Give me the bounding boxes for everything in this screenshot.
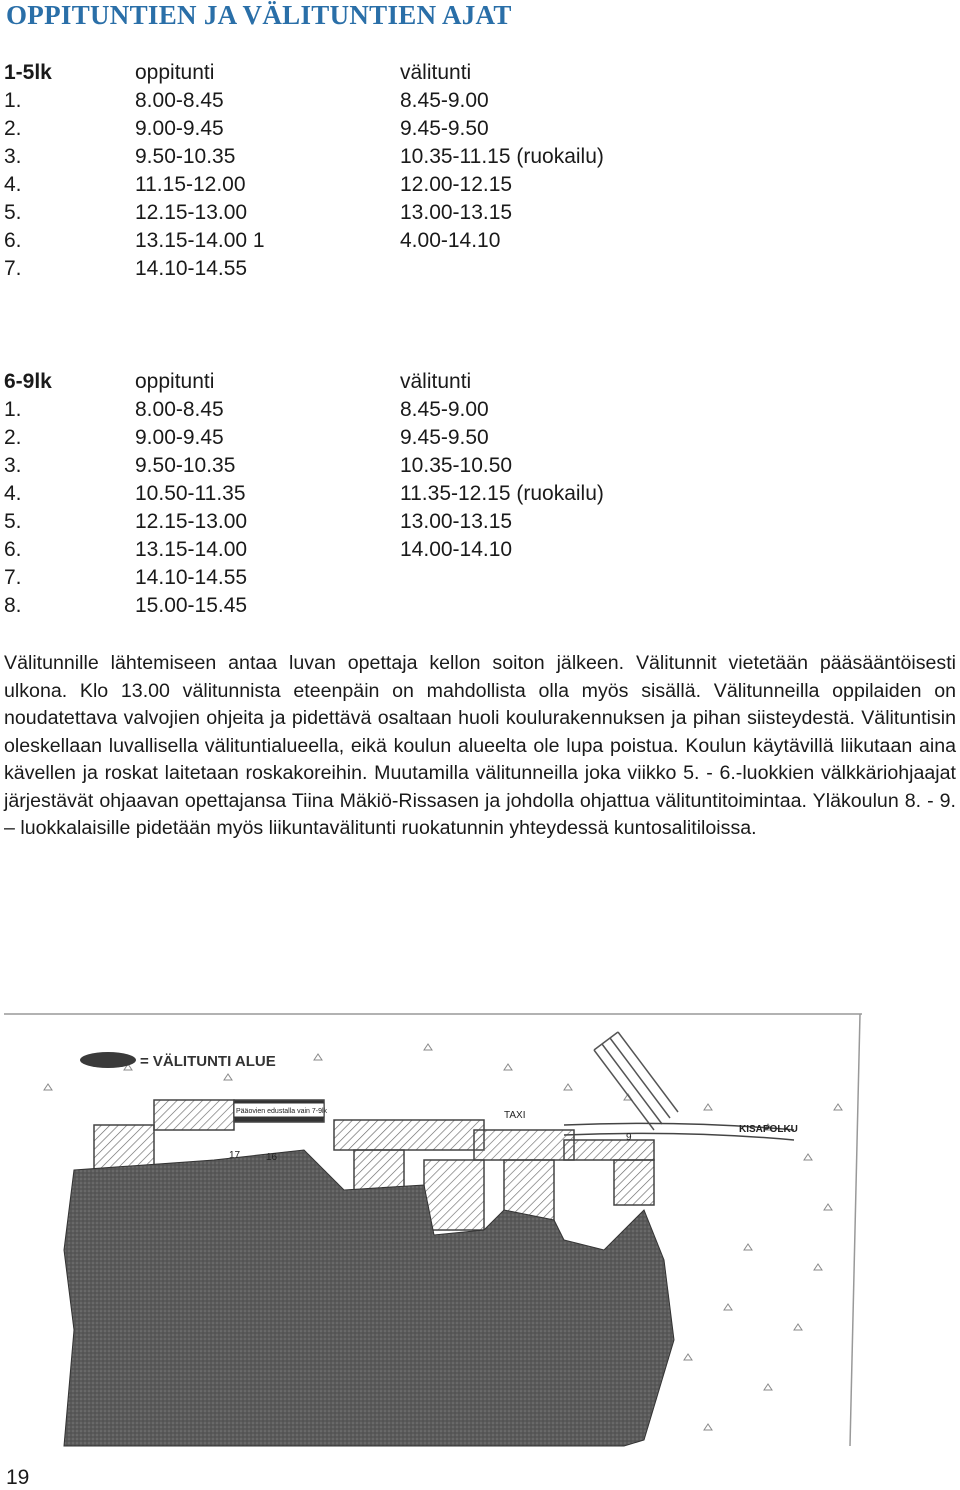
road-label: KISAPOLKU	[739, 1124, 798, 1135]
schedule-6-9	[4, 368, 944, 620]
lesson-number: 4.	[4, 173, 22, 196]
lesson-time: 12.15-13.00	[135, 201, 248, 224]
lesson-number: 1.	[4, 398, 22, 421]
lesson-number: 3.	[4, 145, 22, 168]
lesson-number: 7.	[4, 257, 22, 280]
break-time: 13.00-13.15	[400, 201, 513, 224]
schedule-row	[4, 536, 944, 564]
schedule-row	[4, 508, 944, 536]
lesson-number: 7.	[4, 566, 22, 589]
lesson-time: 9.00-9.45	[135, 426, 224, 449]
lesson-time: 9.00-9.45	[135, 117, 224, 140]
schedule-row	[4, 396, 944, 424]
schedule-row	[4, 115, 944, 143]
lesson-number: 8.	[4, 594, 22, 617]
schedule-header	[4, 59, 944, 87]
break-time: 10.35-11.15 (ruokailu)	[400, 145, 604, 168]
lesson-time: 15.00-15.45	[135, 594, 248, 617]
break-time: 11.35-12.15 (ruokailu)	[400, 482, 604, 505]
entrance-sign: Pääovien edustalla vain 7-9lk	[236, 1108, 328, 1115]
lesson-time: 8.00-8.45	[135, 398, 224, 421]
lesson-number: 6.	[4, 538, 22, 561]
break-time: 10.35-10.50	[400, 454, 513, 477]
legend-label: = VÄLITUNTI ALUE	[140, 1053, 276, 1070]
group-label: 1-5lk	[4, 61, 52, 84]
taxi-label: TAXI	[504, 1110, 526, 1121]
lesson-number: 6.	[4, 229, 22, 252]
lesson-time: 8.00-8.45	[135, 89, 224, 112]
lesson-header: oppitunti	[135, 61, 215, 84]
schedule-row	[4, 592, 944, 620]
lesson-header: oppitunti	[135, 370, 215, 393]
area-16-label: 16	[266, 1152, 278, 1163]
lesson-number: 2.	[4, 117, 22, 140]
lesson-number: 4.	[4, 482, 22, 505]
lesson-time: 13.15-14.00 1	[135, 229, 265, 252]
legend	[80, 1052, 276, 1070]
break-time: 8.45-9.00	[400, 398, 489, 421]
break-time: 9.45-9.50	[400, 426, 489, 449]
schedule-row	[4, 255, 944, 283]
area-9-label: 9	[626, 1132, 632, 1143]
group-label: 6-9lk	[4, 370, 52, 393]
lesson-time: 12.15-13.00	[135, 510, 248, 533]
break-header: välitunti	[400, 370, 472, 393]
rules-paragraph: Välitunnille lähtemiseen antaa luvan opettaja kellon soiton jälkeen. Välitunnit vietetään pääsääntöisesti ulkona. Klo 13.00 välitunnista eteenpäin on mahdollista olla myös sisällä. Välitunneilla oppilaiden on noudatettava valvojien ohjeita ja pidettävä osaltaan huoli koulurakennuksen ja pihan siisteydestä. Välituntisin oleskellaan luvallisella välituntialueella, eikä koulun alueelta ole lupa poistua. Koulun käytävillä liikutaan aina kävellen ja roskat laitetaan roskakoreihin. Muutamilla välitunneilla joka viikko 5. - 6.-luokkien välkkäriohjaajat järjestävät ohjaavan opettajansa Tiina Mäkiö-Rissasen ja johdolla ohjattua välituntitoimintaa. Yläkoulun 8. - 9. – luokkalaisille pidetään myös liikuntavälitunti ruokatunnin yhteydessä kuntosalitiloissa.	[4, 652, 956, 839]
schedule-row	[4, 564, 944, 592]
lesson-number: 2.	[4, 426, 22, 449]
lesson-time: 14.10-14.55	[135, 257, 248, 280]
parking-lot	[594, 1032, 678, 1130]
break-time: 12.00-12.15	[400, 173, 513, 196]
schedule-row	[4, 171, 944, 199]
schedule-header	[4, 368, 944, 396]
break-area	[64, 1150, 674, 1446]
lesson-number: 3.	[4, 454, 22, 477]
schedule-row	[4, 452, 944, 480]
schedule-1-5	[4, 59, 944, 283]
lesson-time: 10.50-11.35	[135, 482, 246, 505]
lesson-time: 9.50-10.35	[135, 145, 236, 168]
break-time: 9.45-9.50	[400, 117, 489, 140]
schedule-row	[4, 480, 944, 508]
lesson-number: 5.	[4, 201, 22, 224]
break-time: 14.00-14.10	[400, 538, 513, 561]
break-time: 4.00-14.10	[400, 229, 501, 252]
schedule-row	[4, 143, 944, 171]
lesson-time: 11.15-12.00	[135, 173, 246, 196]
break-time: 8.45-9.00	[400, 89, 489, 112]
lesson-time: 9.50-10.35	[135, 454, 236, 477]
lesson-number: 5.	[4, 510, 22, 533]
area-17-label: 17	[229, 1150, 241, 1161]
lesson-number: 1.	[4, 89, 22, 112]
schedule-row	[4, 227, 944, 255]
break-header: välitunti	[400, 61, 472, 84]
lesson-time: 14.10-14.55	[135, 566, 248, 589]
schedule-row	[4, 87, 944, 115]
lesson-time: 13.15-14.00	[135, 538, 248, 561]
schedule-row	[4, 199, 944, 227]
page-title: OPPITUNTIEN JA VÄLITUNTIEN AJAT	[6, 0, 512, 30]
page-number: 19	[6, 1466, 30, 1489]
break-time: 13.00-13.15	[400, 510, 513, 533]
break-area-map	[4, 1010, 862, 1450]
schedule-row	[4, 424, 944, 452]
